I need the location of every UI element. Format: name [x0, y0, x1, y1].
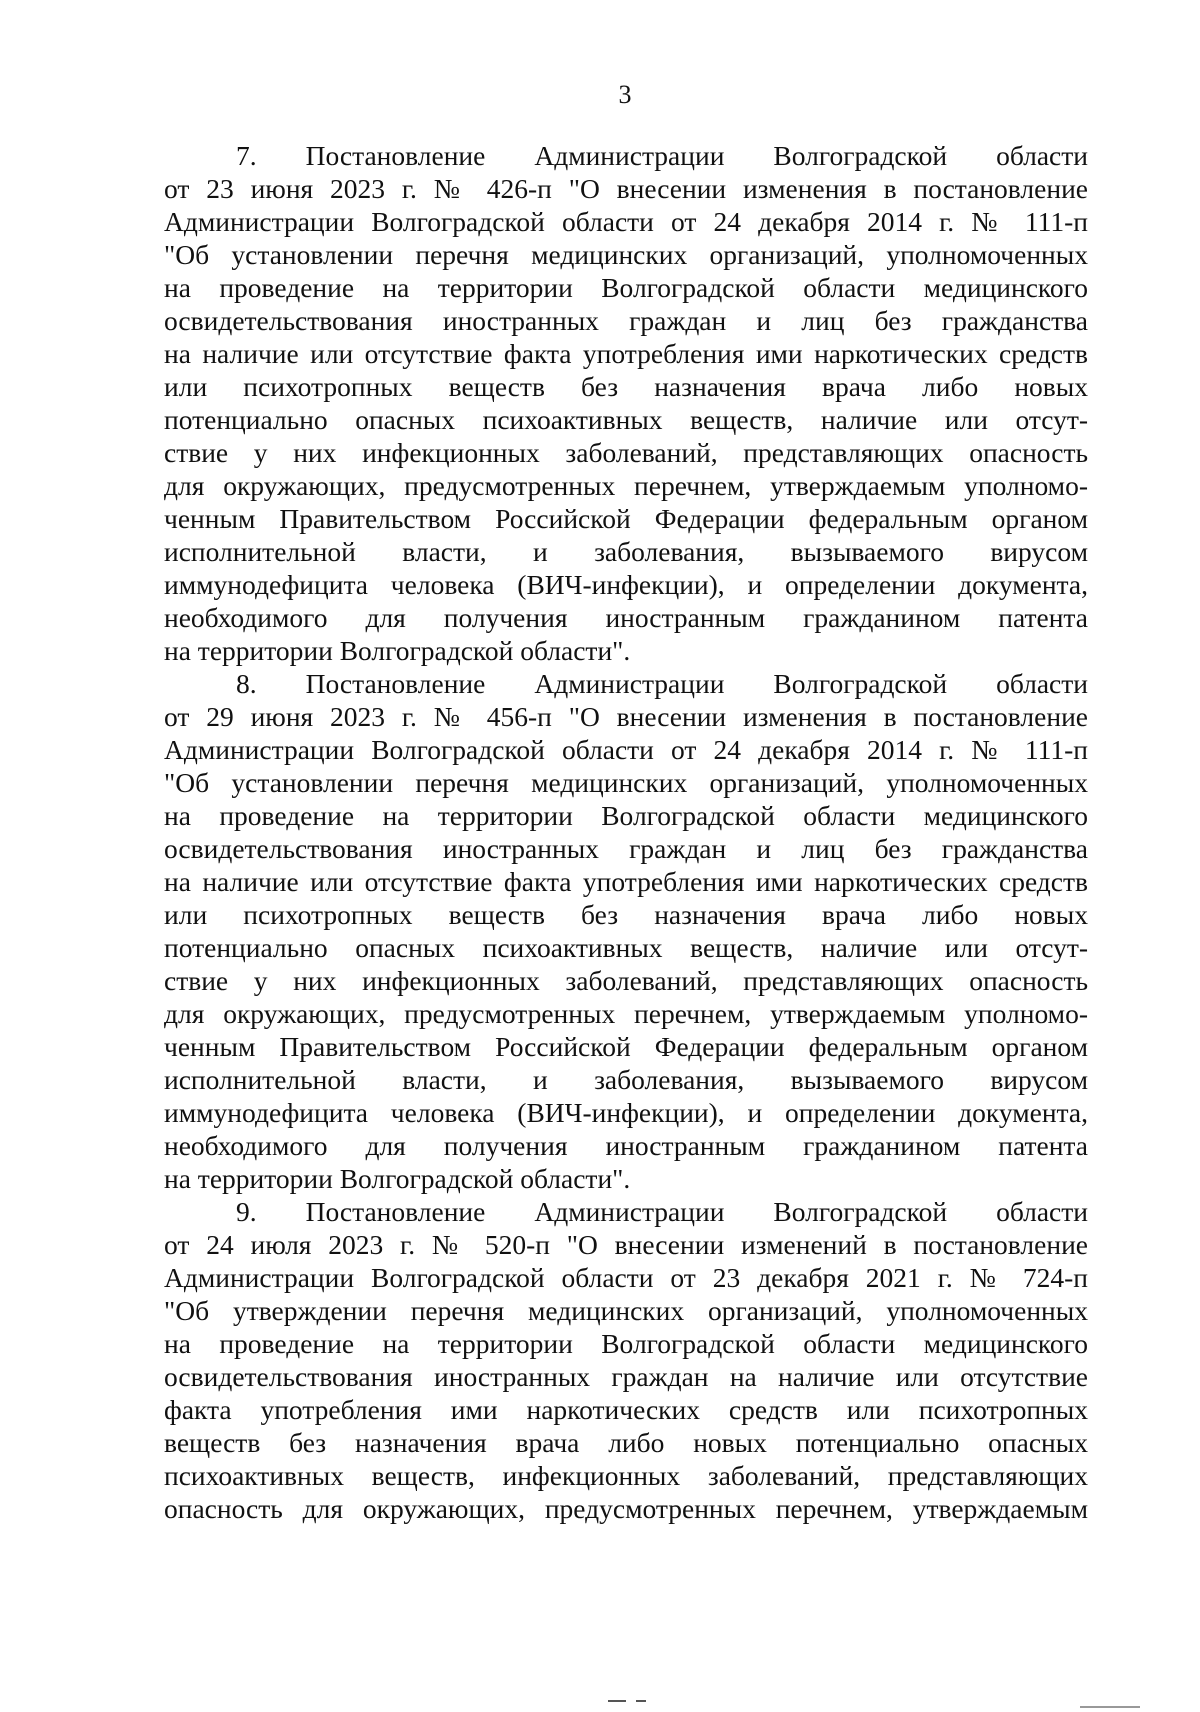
- text-line: от 23 июня 2023 г. № 426-п "О внесении изменения в постановление: [164, 173, 1088, 204]
- text-line: на проведение на территории Волгоградской области медицинского: [164, 800, 1088, 831]
- text-line: "Об установлении перечня медицинских организаций, уполномоченных: [164, 767, 1088, 798]
- text-line: иммунодефицита человека (ВИЧ-инфекции), и определении документа,: [164, 569, 1088, 600]
- text-line: для окружающих, предусмотренных перечнем, утверждаемым уполномо-: [164, 998, 1088, 1029]
- text-line: факта употребления ими наркотических средств или психотропных: [164, 1394, 1088, 1425]
- text-line: необходимого для получения иностранным гражданином патента: [164, 1130, 1088, 1161]
- text-line: "Об установлении перечня медицинских организаций, уполномоченных: [164, 239, 1088, 270]
- text-line: от 24 июля 2023 г. № 520-п "О внесении изменений в постановление: [164, 1229, 1088, 1260]
- text-line: психоактивных веществ, инфекционных заболеваний, представляющих: [164, 1460, 1088, 1491]
- text-line: для окружающих, предусмотренных перечнем, утверждаемым уполномо-: [164, 470, 1088, 501]
- text-line: исполнительной власти, и заболевания, вызываемого вирусом: [164, 536, 1088, 567]
- text-line: потенциально опасных психоактивных веществ, наличие или отсут-: [164, 932, 1088, 963]
- text-line: 9. Постановление Администрации Волгоградской области: [236, 1196, 1088, 1227]
- text-line: или психотропных веществ без назначения врача либо новых: [164, 371, 1088, 402]
- text-line: Администрации Волгоградской области от 24 декабря 2014 г. № 111-п: [164, 734, 1088, 765]
- text-line: на наличие или отсутствие факта употребления ими наркотических средств: [164, 866, 1088, 897]
- text-line: ствие у них инфекционных заболеваний, представляющих опасность: [164, 965, 1088, 996]
- text-line: ствие у них инфекционных заболеваний, представляющих опасность: [164, 437, 1088, 468]
- text-line: на проведение на территории Волгоградской области медицинского: [164, 272, 1088, 303]
- text-line: освидетельствования иностранных граждан и лиц без гражданства: [164, 833, 1088, 864]
- text-line: на территории Волгоградской области".: [164, 635, 631, 666]
- text-line: ченным Правительством Российской Федерации федеральным органом: [164, 1031, 1088, 1062]
- text-line: освидетельствования иностранных граждан на наличие или отсутствие: [164, 1361, 1088, 1392]
- text-line: на наличие или отсутствие факта употребления ими наркотических средств: [164, 338, 1088, 369]
- page-number: 3: [618, 80, 632, 109]
- text-line: потенциально опасных психоактивных веществ, наличие или отсут-: [164, 404, 1088, 435]
- text-line: исполнительной власти, и заболевания, вызываемого вирусом: [164, 1064, 1088, 1095]
- text-line: Администрации Волгоградской области от 24 декабря 2014 г. № 111-п: [164, 206, 1088, 237]
- text-line: опасность для окружающих, предусмотренных перечнем, утверждаемым: [164, 1493, 1088, 1524]
- scan-artifact: [608, 1700, 626, 1702]
- text-line: 7. Постановление Администрации Волгоградской области: [236, 140, 1088, 171]
- text-line: или психотропных веществ без назначения врача либо новых: [164, 899, 1088, 930]
- scan-artifact: [636, 1700, 646, 1702]
- scan-artifact: [1080, 1706, 1140, 1708]
- text-line: на территории Волгоградской области".: [164, 1163, 631, 1194]
- text-line: "Об утверждении перечня медицинских организаций, уполномоченных: [164, 1295, 1088, 1326]
- text-line: ченным Правительством Российской Федерации федеральным органом: [164, 503, 1088, 534]
- text-line: от 29 июня 2023 г. № 456-п "О внесении изменения в постановление: [164, 701, 1088, 732]
- text-line: необходимого для получения иностранным гражданином патента: [164, 602, 1088, 633]
- text-line: иммунодефицита человека (ВИЧ-инфекции), и определении документа,: [164, 1097, 1088, 1128]
- text-line: освидетельствования иностранных граждан и лиц без гражданства: [164, 305, 1088, 336]
- text-line: веществ без назначения врача либо новых потенциально опасных: [164, 1427, 1088, 1458]
- text-line: 8. Постановление Администрации Волгоградской области: [236, 668, 1088, 699]
- text-line: на проведение на территории Волгоградской области медицинского: [164, 1328, 1088, 1359]
- text-line: Администрации Волгоградской области от 23 декабря 2021 г. № 724-п: [164, 1262, 1088, 1293]
